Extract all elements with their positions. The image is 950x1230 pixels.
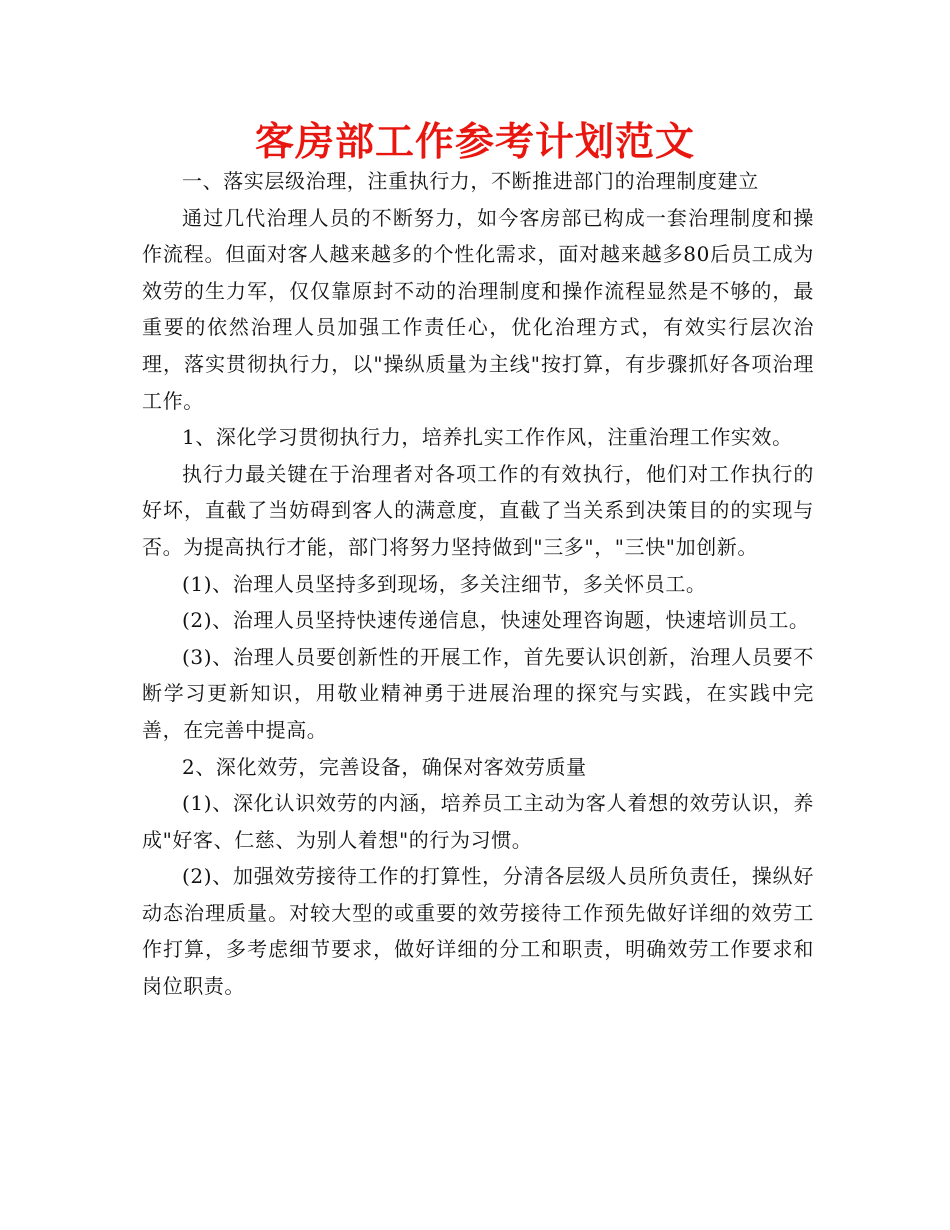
subsection-heading-2: 2、深化效劳，完善设备，确保对客效劳质量 — [182, 754, 587, 779]
document-title: 客房部工作参考计划范文 — [254, 120, 695, 165]
paragraph: 执行力最关键在于治理者对各项工作的有效执行，他们对工作执行的好坏，直截了当妨碍到客人的满意度，直截了当关系到决策目的的实现与否。为提高执行才能，部门将努力坚持做到"三多"，"三快"加创新。 — [142, 461, 814, 559]
section-heading-1: 一、落实层级治理，注重执行力，不断推进部门的治理制度建立 — [182, 169, 759, 193]
subsection-heading-1: 1、深化学习贯彻执行力，培养扎实工作作风，注重治理工作实效。 — [182, 425, 793, 450]
list-item: (1)、治理人员坚持多到现场，多关注细节，多关怀员工。 — [182, 571, 707, 596]
list-item: (3)、治理人员要创新性的开展工作，首先要认识创新，治理人员要不断学习更新知识，用敬业精神勇于进展治理的探究与实践，在实践中完善，在完善中提高。 — [142, 644, 814, 742]
list-item: (2)、治理人员坚持快速传递信息，快速处理咨询题，快速培训员工。 — [182, 608, 810, 633]
paragraph: 通过几代治理人员的不断努力，如今客房部已构成一套治理制度和操作流程。但面对客人越来越多的个性化需求，面对越来越多80后员工成为效劳的生力军，仅仅靠原封不动的治理制度和操作流程显然是不够的，最重要的依然治理人员加强工作责任心，优化治理方式，有效实行层次治理，落实贯彻执行力，以"操纵质量为主线"按打算，有步骤抓好各项治理工作。 — [142, 205, 814, 413]
document-body — [142, 163, 814, 1005]
list-item: (2)、加强效劳接待工作的打算性，分清各层级人员所负责任，操纵好动态治理质量。对较大型的或重要的效劳接待工作预先做好详细的效劳工作打算，多考虑细节要求，做好详细的分工和职责，明确效劳工作要求和岗位职责。 — [142, 864, 814, 999]
list-item: (1)、深化认识效劳的内涵，培养员工主动为客人着想的效劳认识，养成"好客、仁慈、为别人着想"的行为习惯。 — [142, 791, 814, 852]
